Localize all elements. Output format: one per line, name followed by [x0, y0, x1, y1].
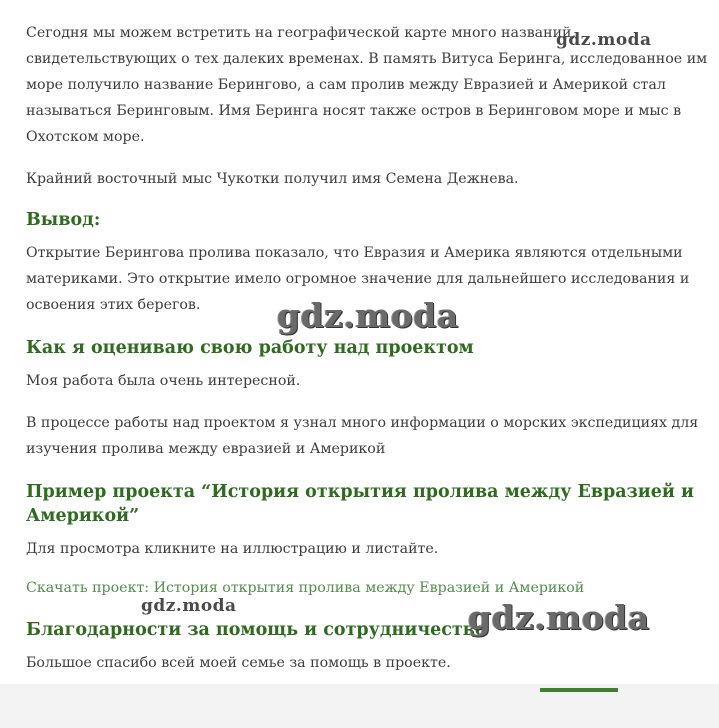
watermark: gdz.moda — [556, 30, 652, 50]
watermark: gdz.moda — [468, 598, 650, 637]
conclusion-paragraph-line: материками. Это открытие имело огромное значение для дальнейшего исследования и — [26, 271, 690, 287]
assessment-paragraph: Моя работа была очень интересной. — [26, 373, 301, 389]
intro-paragraph-line: называться Беринговым. Имя Беринга носят также остров в Беринговом море и мыс в — [26, 103, 682, 119]
intro-paragraph-line: Охотском море. — [26, 129, 145, 145]
conclusion-heading: Вывод: — [26, 210, 101, 230]
dezhnev-paragraph: Крайний восточный мыс Чукотки получил имя Семена Дежнева. — [26, 171, 519, 187]
intro-paragraph-line: море получило название Берингово, а сам пролив между Евразией и Америкой стал — [26, 77, 666, 93]
example-heading-line: Пример проекта “История открытия пролива между Евразией и — [26, 482, 694, 502]
intro-paragraph-line: свидетельствующих о тех далеких временах. В память Витуса Беринга, исследованное им — [26, 51, 708, 67]
assessment-paragraph-line: изучения пролива между евразией и Америкой — [26, 441, 386, 457]
conclusion-paragraph-line: освоения этих берегов. — [26, 297, 201, 313]
example-hint: Для просмотра кликните на иллюстрацию и листайте. — [26, 541, 439, 557]
example-heading-line: Америкой” — [26, 506, 140, 526]
thanks-heading: Благодарности за помощь и сотрудничество — [26, 620, 487, 640]
assessment-paragraph-line: В процессе работы над проектом я узнал много информации о морских экспедициях для — [26, 415, 699, 431]
download-project-link[interactable]: Скачать проект: История открытия пролива между Евразией и Америкой — [26, 580, 585, 596]
conclusion-paragraph-line: Открытие Берингова пролива показало, что Евразия и Америка являются отдельными — [26, 245, 683, 261]
watermark: gdz.moda — [141, 596, 237, 616]
thanks-paragraph: Большое спасибо всей моей семье за помощь в проекте. — [26, 655, 451, 671]
intro-paragraph-line: Сегодня мы можем встретить на географической карте много названий, — [26, 25, 577, 41]
watermark: gdz.moda — [277, 296, 459, 335]
assessment-heading: Как я оцениваю свою работу над проектом — [26, 338, 474, 358]
footer-accent-bar — [540, 688, 618, 692]
